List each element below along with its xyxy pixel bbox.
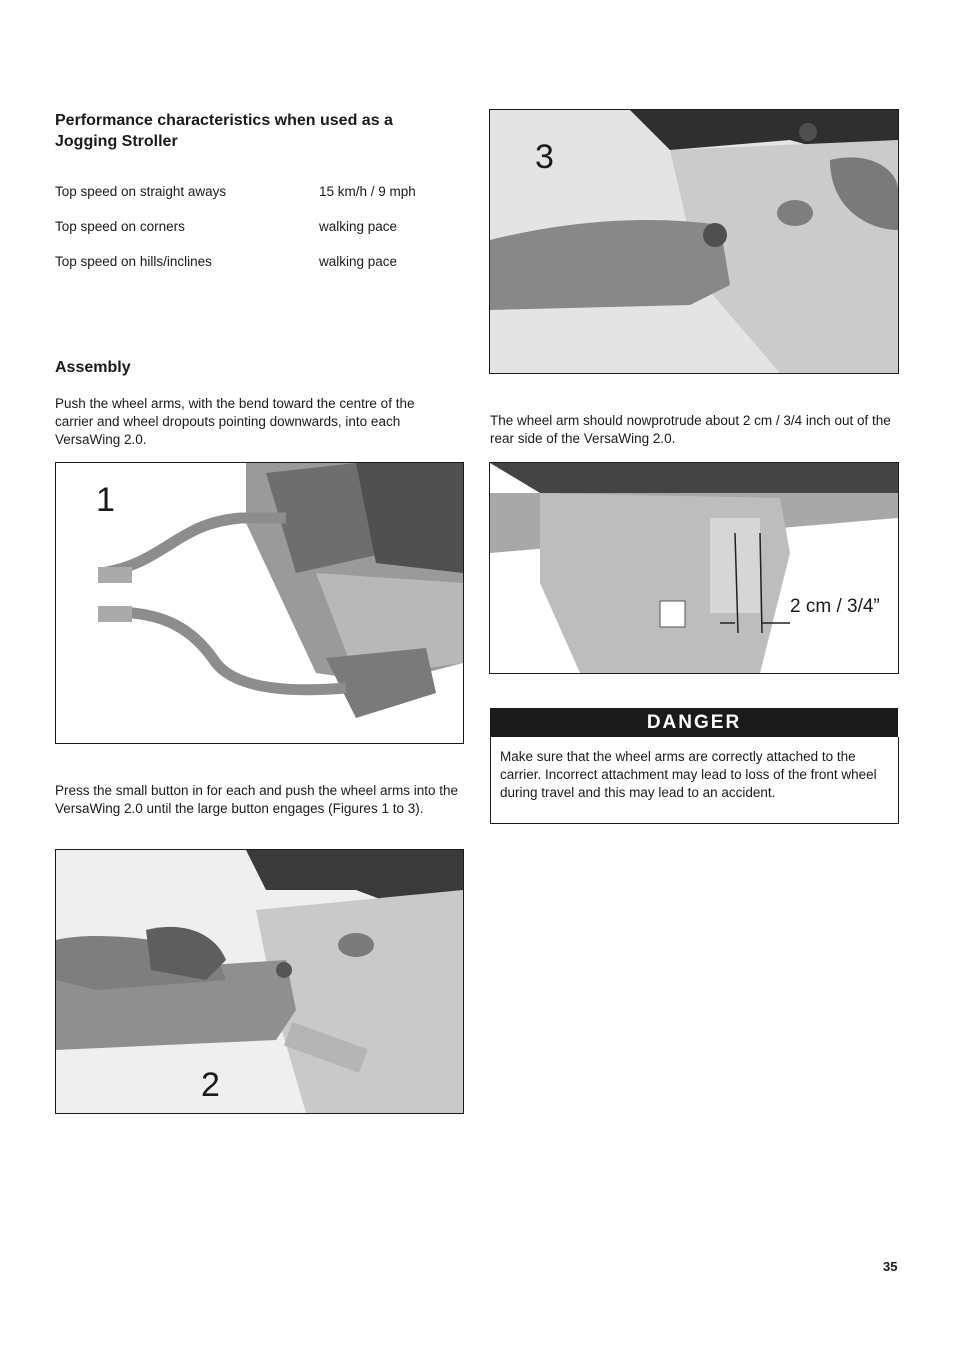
spec-label: Top speed on hills/inclines bbox=[55, 254, 212, 269]
assembly-instruction-2: Press the small button in for each and push the wheel arms into the VersaWing 2.0 until the large button engages (Figures 1 to 3). bbox=[55, 783, 458, 816]
figure-3-number: 3 bbox=[535, 138, 554, 176]
figure-1-number: 1 bbox=[96, 481, 115, 519]
figure-2-photo bbox=[55, 849, 464, 1114]
danger-text: Make sure that the wheel arms are correctly attached to the carrier. Incorrect attachment may lead to loss of the front wheel during travel and this may lead to an accident. bbox=[500, 749, 877, 800]
figure-3-photo bbox=[489, 109, 899, 374]
danger-box bbox=[490, 737, 899, 824]
spec-value: 15 km/h / 9 mph bbox=[319, 184, 416, 199]
spec-value: walking pace bbox=[319, 254, 398, 269]
assembly-instruction-3: The wheel arm should nowprotrude about 2 cm / 3/4 inch out of the rear side of the VersaWing 2.0. bbox=[490, 413, 891, 446]
measurement-label: 2 cm / 3/4” bbox=[790, 596, 880, 617]
danger-title: DANGER bbox=[490, 708, 898, 737]
performance-heading: Performance characteristics when used as a Jogging Stroller bbox=[55, 112, 393, 150]
spec-label: Top speed on corners bbox=[55, 219, 185, 234]
spec-label: Top speed on straight aways bbox=[55, 184, 227, 199]
spec-value: walking pace bbox=[319, 219, 398, 234]
figure-2-number: 2 bbox=[201, 1066, 220, 1104]
page-number: 35 bbox=[883, 1259, 898, 1274]
figure-1-photo bbox=[55, 462, 464, 744]
assembly-heading: Assembly bbox=[55, 359, 131, 376]
assembly-instruction-1: Push the wheel arms, with the bend toward the centre of the carrier and wheel dropouts pointing downwards, into each VersaWing 2.0. bbox=[55, 396, 415, 447]
figure-4-photo bbox=[489, 462, 899, 674]
